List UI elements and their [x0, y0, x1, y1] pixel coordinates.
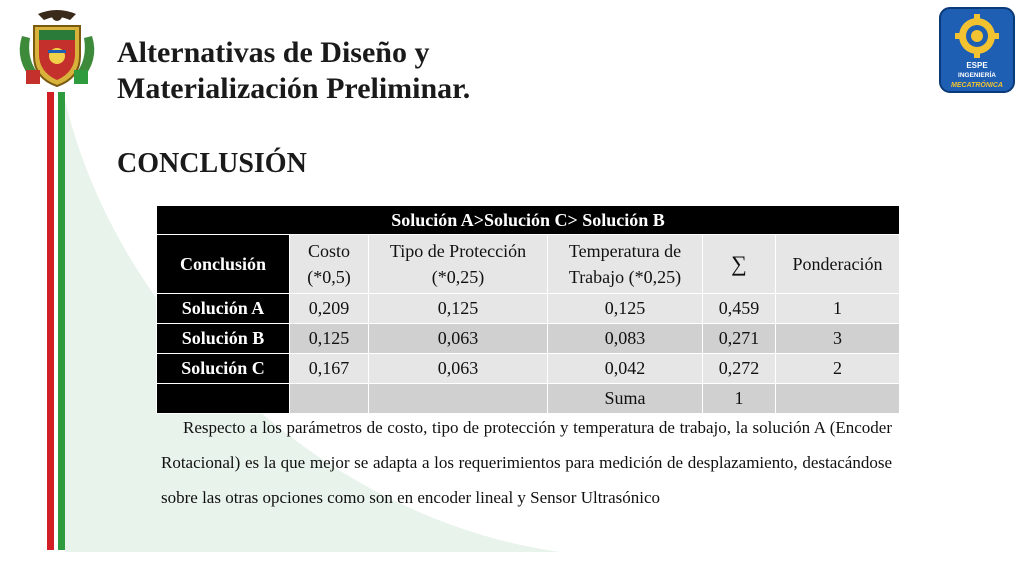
total-label: Suma [548, 384, 703, 414]
header-temperatura: Temperatura de Trabajo (*0,25) [548, 235, 703, 294]
slide-title-line2: Materialización Preliminar. [117, 72, 471, 105]
cell-ponderacion: 2 [776, 354, 900, 384]
table-caption: Solución A>Solución C> Solución B [157, 206, 900, 235]
cell-ponderacion: 1 [776, 294, 900, 324]
slide-title-line1: Alternativas de Diseño y [117, 36, 430, 69]
cell-suma: 0,459 [703, 294, 776, 324]
conclusion-paragraph: Respecto a los parámetros de costo, tipo de protección y temperatura de trabajo, la solución A (Encoder Rotacional) es la que mejor se adapta a los requerimientos para medición de desplazamiento, destacándose sobre las otras opciones como son en encoder lineal y Sensor Ultrasónico [161, 418, 892, 507]
header-ponderacion: Ponderación [776, 235, 900, 294]
table-row [157, 294, 900, 324]
cell-temperatura: 0,083 [548, 324, 703, 354]
espe-mecatronica-logo [938, 4, 1016, 94]
slide-title [117, 35, 470, 107]
cell-ponderacion: 3 [776, 324, 900, 354]
cell-suma: 0,272 [703, 354, 776, 384]
header-sum-symbol: ∑ [703, 235, 776, 294]
table-total-row [157, 384, 900, 414]
cell-suma: 0,271 [703, 324, 776, 354]
total-value: 1 [703, 384, 776, 414]
cell-temperatura: 0,125 [548, 294, 703, 324]
table-row [157, 324, 900, 354]
table-row [157, 354, 900, 384]
row-label: Solución C [157, 354, 290, 384]
section-title: CONCLUSIÓN [117, 148, 307, 179]
total-empty-cell [369, 384, 548, 414]
row-label: Solución B [157, 324, 290, 354]
espe-logo-line2: INGENIERÍA [958, 72, 996, 79]
espe-logo-line3: MECATRÓNICA [951, 82, 1003, 89]
header-costo: Costo (*0,5) [290, 235, 369, 294]
espe-logo-line1: ESPE [966, 61, 988, 70]
coat-of-arms-logo [8, 6, 106, 92]
header-proteccion: Tipo de Protección (*0,25) [369, 235, 548, 294]
total-empty-cell [776, 384, 900, 414]
cell-costo: 0,209 [290, 294, 369, 324]
cell-proteccion: 0,125 [369, 294, 548, 324]
cell-proteccion: 0,063 [369, 354, 548, 384]
row-label: Solución A [157, 294, 290, 324]
cell-costo: 0,125 [290, 324, 369, 354]
conclusion-table [156, 205, 900, 414]
green-stripe [58, 92, 65, 550]
cell-temperatura: 0,042 [548, 354, 703, 384]
total-row-empty-label [157, 384, 290, 414]
total-empty-cell [290, 384, 369, 414]
cell-proteccion: 0,063 [369, 324, 548, 354]
cell-costo: 0,167 [290, 354, 369, 384]
header-conclusion: Conclusión [157, 235, 290, 294]
red-stripe [47, 92, 54, 550]
